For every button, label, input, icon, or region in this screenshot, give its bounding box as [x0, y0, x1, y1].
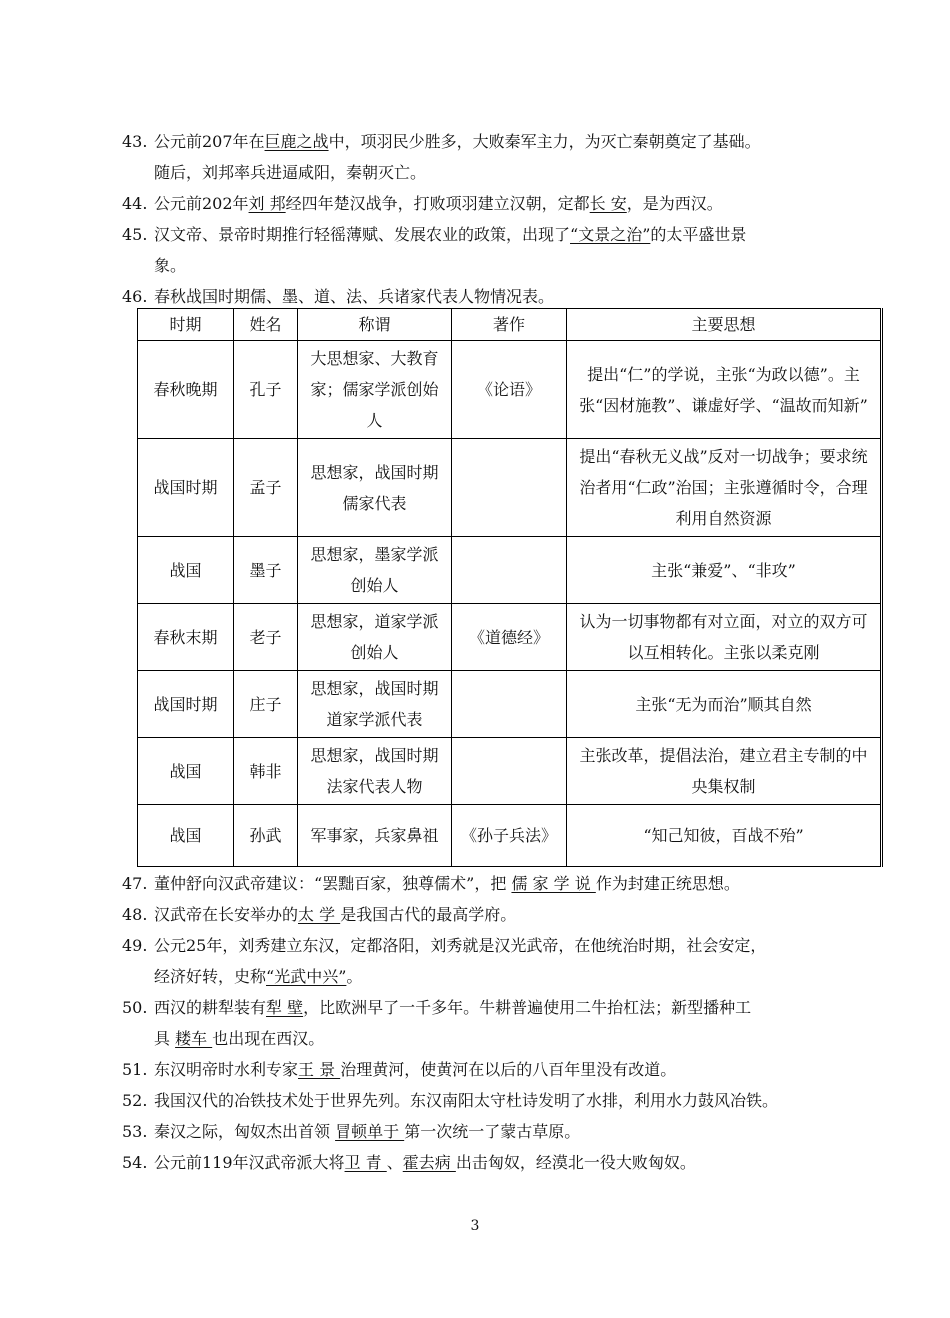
- item-text: 公元前119年汉武帝派大将: [154, 1153, 345, 1172]
- cell-period: 战国: [138, 805, 234, 867]
- table-row: [138, 805, 882, 867]
- cell-ideas: 提出“春秋无义战”反对一切战争；要求统治者用“仁政”治国；主张遵循时令，合理利用自然资源: [567, 439, 882, 537]
- item-text: 春秋战国时期儒、墨、道、法、兵诸家代表人物情况表。: [154, 287, 555, 306]
- item-text: 也出现在西汉。: [212, 1029, 325, 1048]
- item-text: 董仲舒向汉武帝建议：“罢黜百家，独尊儒术”，把: [154, 874, 512, 893]
- cell-ideas: 主张“兼爱”、“非攻”: [567, 537, 882, 604]
- item-continuation-line: [154, 255, 186, 277]
- cell-ideas: 主张“无为而治”顺其自然: [567, 671, 882, 738]
- item-line: [122, 1121, 580, 1143]
- item-line: [122, 1090, 778, 1112]
- thinkers-table: [137, 308, 883, 867]
- item-text: 象。: [154, 256, 187, 275]
- table-row: [138, 439, 882, 537]
- answer-blank: “文景之治”: [570, 225, 651, 244]
- item-text: 出击匈奴，经漠北一役大败匈奴。: [455, 1153, 696, 1172]
- cell-period: 战国时期: [138, 671, 234, 738]
- answer-blank: 霍去病: [402, 1153, 456, 1172]
- cell-work: [452, 671, 567, 738]
- answer-blank: 犁 壁: [266, 998, 304, 1017]
- item-text: 是我国古代的最高学府。: [340, 905, 517, 924]
- item-text: 的太平盛世景: [650, 225, 747, 244]
- item-text: 经四年楚汉战争，打败项羽建立汉朝，定都: [285, 194, 590, 213]
- answer-blank: 冒顿单于: [335, 1122, 405, 1141]
- item-line: [122, 131, 761, 153]
- item-number: 53.: [122, 1122, 148, 1141]
- item-number: 46.: [122, 287, 148, 306]
- answer-blank: 长 安: [589, 194, 627, 213]
- item-line: [122, 935, 766, 957]
- cell-name: 孙武: [234, 805, 298, 867]
- cell-ideas: 主张改革，提倡法治，建立君主专制的中央集权制: [567, 738, 882, 805]
- item-line: [122, 904, 516, 926]
- item-number: 52.: [122, 1091, 148, 1110]
- item-text: 。: [346, 967, 363, 986]
- cell-title: 思想家，战国时期法家代表人物: [298, 738, 452, 805]
- cell-period: 战国: [138, 738, 234, 805]
- cell-title: 思想家，战国时期道家学派代表: [298, 671, 452, 738]
- answer-blank: 巨鹿之战: [264, 132, 329, 151]
- answer-blank: 太 学: [298, 905, 341, 924]
- table-row: [138, 738, 882, 805]
- cell-period: 战国: [138, 537, 234, 604]
- answer-blank: 卫 青: [344, 1153, 387, 1172]
- cell-ideas: 认为一切事物都有对立面，对立的双方可以互相转化。主张以柔克刚: [567, 604, 882, 671]
- item-text: 随后，刘邦率兵进逼咸阳，秦朝灭亡。: [154, 163, 427, 182]
- cell-title: 思想家，战国时期儒家代表: [298, 439, 452, 537]
- item-number: 45.: [122, 225, 148, 244]
- item-continuation-line: [154, 1028, 324, 1050]
- item-line: [122, 224, 746, 246]
- item-continuation-line: [154, 966, 362, 988]
- item-continuation-line: [154, 162, 426, 184]
- item-text: 经济好转，史称: [154, 967, 267, 986]
- cell-name: 庄子: [234, 671, 298, 738]
- item-text: 作为封建正统思想。: [595, 874, 740, 893]
- item-number: 44.: [122, 194, 148, 213]
- item-line: [122, 997, 751, 1019]
- cell-work: [452, 439, 567, 537]
- item-text: 具: [154, 1029, 176, 1048]
- cell-name: 墨子: [234, 537, 298, 604]
- answer-blank: 儒 家 学 说: [511, 874, 596, 893]
- cell-period: 春秋末期: [138, 604, 234, 671]
- item-text: ，比欧洲早了一千多年。牛耕普遍使用二牛抬杠法；新型播种工: [303, 998, 752, 1017]
- item-number: 48.: [122, 905, 148, 924]
- cell-period: 春秋晚期: [138, 341, 234, 439]
- item-text: 汉武帝在长安举办的: [154, 905, 299, 924]
- cell-title: 思想家，墨家学派创始人: [298, 537, 452, 604]
- item-text: 公元前207年在: [154, 132, 265, 151]
- table-row: [138, 604, 882, 671]
- item-text: 中，项羽民少胜多，大败秦军主力，为灭亡秦朝奠定了基础。: [328, 132, 761, 151]
- item-text: 公元25年，刘秀建立东汉，定都洛阳，刘秀就是汉光武帝，在他统治时期，社会安定，: [154, 936, 767, 955]
- item-text: 东汉明帝时水利专家: [154, 1060, 299, 1079]
- table-body: [138, 341, 882, 867]
- cell-name: 孔子: [234, 341, 298, 439]
- item-number: 50.: [122, 998, 148, 1017]
- item-number: 54.: [122, 1153, 148, 1172]
- cell-work: [452, 738, 567, 805]
- answer-blank: “光武中兴”: [266, 967, 347, 986]
- item-number: 43.: [122, 132, 148, 151]
- cell-ideas: “知己知彼，百战不殆”: [567, 805, 882, 867]
- cell-title: 思想家，道家学派创始人: [298, 604, 452, 671]
- item-line: [122, 1059, 676, 1081]
- table-row: [138, 671, 882, 738]
- header-title: 称谓: [298, 309, 452, 341]
- table-row: [138, 341, 882, 439]
- item-text: ，是为西汉。: [626, 194, 723, 213]
- item-text: 秦汉之际，匈奴杰出首领: [154, 1122, 336, 1141]
- cell-name: 孟子: [234, 439, 298, 537]
- header-period: 时期: [138, 309, 234, 341]
- header-work: 著作: [452, 309, 567, 341]
- answer-blank: 耧车: [175, 1029, 213, 1048]
- header-ideas: 主要思想: [567, 309, 882, 341]
- page-number: 3: [470, 1218, 480, 1234]
- item-line: [122, 1152, 696, 1174]
- table-row: [138, 537, 882, 604]
- item-text: 治理黄河，使黄河在以后的八百年里没有改道。: [340, 1060, 677, 1079]
- cell-name: 老子: [234, 604, 298, 671]
- item-line: [122, 193, 723, 215]
- cell-name: 韩非: [234, 738, 298, 805]
- table-header-row: [138, 309, 882, 341]
- cell-ideas: 提出“仁”的学说，主张“为政以德”。主张“因材施教”、谦虚好学、“温故而知新”: [567, 341, 882, 439]
- answer-blank: 刘 邦: [248, 194, 286, 213]
- cell-title: 大思想家、大教育家；儒家学派创始人: [298, 341, 452, 439]
- cell-work: [452, 537, 567, 604]
- item-number: 49.: [122, 936, 148, 955]
- item-text: 、: [386, 1153, 403, 1172]
- item-text: 西汉的耕犁装有: [154, 998, 267, 1017]
- item-text: 我国汉代的冶铁技术处于世界先列。东汉南阳太守杜诗发明了水排，利用水力鼓风冶铁。: [154, 1091, 779, 1110]
- header-name: 姓名: [234, 309, 298, 341]
- item-text: 第一次统一了蒙古草原。: [404, 1122, 581, 1141]
- cell-period: 战国时期: [138, 439, 234, 537]
- cell-work: 《道德经》: [452, 604, 567, 671]
- answer-blank: 王 景: [298, 1060, 341, 1079]
- item-line: [122, 873, 740, 895]
- cell-work: 《孙子兵法》: [452, 805, 567, 867]
- item-number: 47.: [122, 874, 148, 893]
- cell-work: 《论语》: [452, 341, 567, 439]
- item-number: 51.: [122, 1060, 148, 1079]
- item-text: 公元前202年: [154, 194, 249, 213]
- item-line: [122, 286, 554, 308]
- item-text: 汉文帝、景帝时期推行轻徭薄赋、发展农业的政策，出现了: [154, 225, 571, 244]
- cell-title: 军事家，兵家鼻祖: [298, 805, 452, 867]
